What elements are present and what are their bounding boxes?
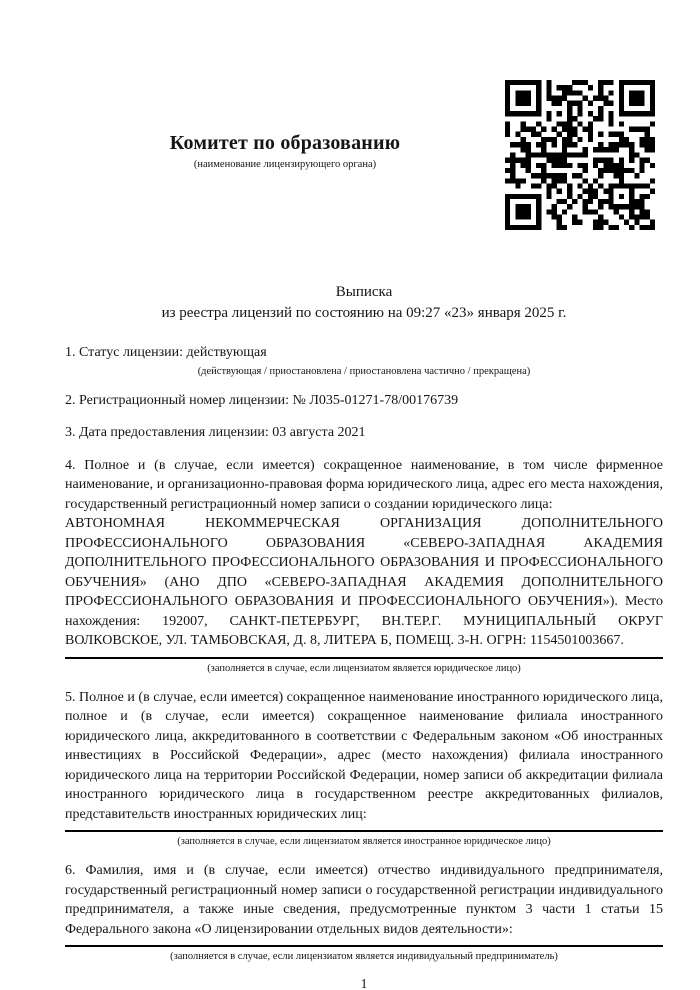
page-number: 1 bbox=[360, 976, 368, 990]
item-6-entrepreneur-label: 6. Фамилия, имя и (в случае, если имеется) отчество индивидуального предпринимателя, государственный регистрационный номер записи о государственной регистрации индивидуального предпринимателя, а также иные сведения, предусмотренные пунктом 3 части 1 статьи 15 Федерального закона «О лицензировании отдельных видов деятельности»: bbox=[65, 863, 663, 937]
fill-in-line bbox=[65, 830, 663, 832]
item-6-fill-caption: (заполняется в случае, если лицензиатом является индивидуальный предприниматель) bbox=[170, 951, 558, 962]
document-title-line1: Выписка bbox=[335, 284, 393, 300]
item-5-fill-caption: (заполняется в случае, если лицензиатом является иностранное юридическое лицо) bbox=[177, 836, 551, 847]
item-5-foreign-entity-label: 5. Полное и (в случае, если имеется) сокращенное наименование иностранного юридического лица, полное и (в случае, если имеется) сокращенное наименование филиала иностранного юридического лица, аккредитованного в соответствии с Федеральным законом «Об иностранных инвестициях в Российской Федерации», адрес (место нахождения) филиала иностранного юридического лица на территории Российской Федерации, номер записи об аккредитации филиала иностранного юридического лица в государственном реестре аккредитованных филиалов, представительств иностранных юридических лиц: bbox=[65, 689, 663, 822]
fill-in-line bbox=[65, 945, 663, 947]
item-4-legal-entity-label: 4. Полное и (в случае, если имеется) сокращенное наименование, в том числе фирменное наименование, и организационно-правовая форма юридического лица, адрес его места нахождения, государственный регистрационный номер записи о создании юридического лица: bbox=[65, 457, 663, 512]
document-title-line2: из реестра лицензий по состоянию на 09:27 «23» января 2025 г. bbox=[161, 305, 567, 321]
document-title bbox=[65, 282, 663, 324]
document-body bbox=[0, 282, 700, 990]
item-2-registration-number: 2. Регистрационный номер лицензии: № Л035-01271-78/00176739 bbox=[65, 392, 459, 408]
document-header bbox=[0, 0, 700, 230]
item-4-legal-entity-section bbox=[65, 456, 663, 675]
item-1-license-status: 1. Статус лицензии: действующая bbox=[65, 345, 267, 360]
licensing-organ-caption: (наименование лицензирующего органа) bbox=[193, 159, 377, 170]
item-1-status-options-caption: (действующая / приостановлена / приостановлена частично / прекращена) bbox=[197, 365, 531, 377]
item-5-foreign-entity-section bbox=[65, 688, 663, 849]
licensing-organ-name: Комитет по образованию bbox=[169, 132, 401, 154]
item-6-entrepreneur-section bbox=[65, 861, 663, 963]
item-3-license-grant-date: 3. Дата предоставления лицензии: 03 августа 2021 bbox=[65, 425, 366, 440]
item-4-legal-entity-value: АВТОНОМНАЯ НЕКОММЕРЧЕСКАЯ ОРГАНИЗАЦИЯ ДОПОЛНИТЕЛЬНОГО ПРОФЕССИОНАЛЬНОГО ОБРАЗОВАНИЯ «СЕВЕРО-ЗАПАДНАЯ АКАДЕМИЯ ДОПОЛНИТЕЛЬНОГО ПРОФЕССИОНАЛЬНОГО ОБРАЗОВАНИЯ И ПРОФЕССИОНАЛЬНОГО ОБУЧЕНИЯ» (АНО ДПО «СЕВЕРО-ЗАПАДНАЯ АКАДЕМИЯ ДОПОЛНИТЕЛЬНОГО ПРОФЕССИОНАЛЬНОГО ОБРАЗОВАНИЯ И ПРОФЕССИОНАЛЬНОГО ОБУЧЕНИЯ»). Место нахождения: 192007, САНКТ-ПЕТЕРБУРГ, ВН.ТЕР.Г. МУНИЦИПАЛЬНЫЙ ОКРУГ ВОЛКОВСКОЕ, УЛ. ТАМБОВСКАЯ, Д. 8, ЛИТЕРА Б, ПОМЕЩ. 3-Н. ОГРН: 1154501003667. bbox=[65, 516, 663, 648]
item-4-fill-caption: (заполняется в случае, если лицензиатом является юридическое лицо) bbox=[207, 662, 521, 674]
qr-code-icon bbox=[505, 80, 655, 230]
licensing-organ-block bbox=[65, 132, 505, 178]
fill-in-line bbox=[65, 657, 663, 659]
